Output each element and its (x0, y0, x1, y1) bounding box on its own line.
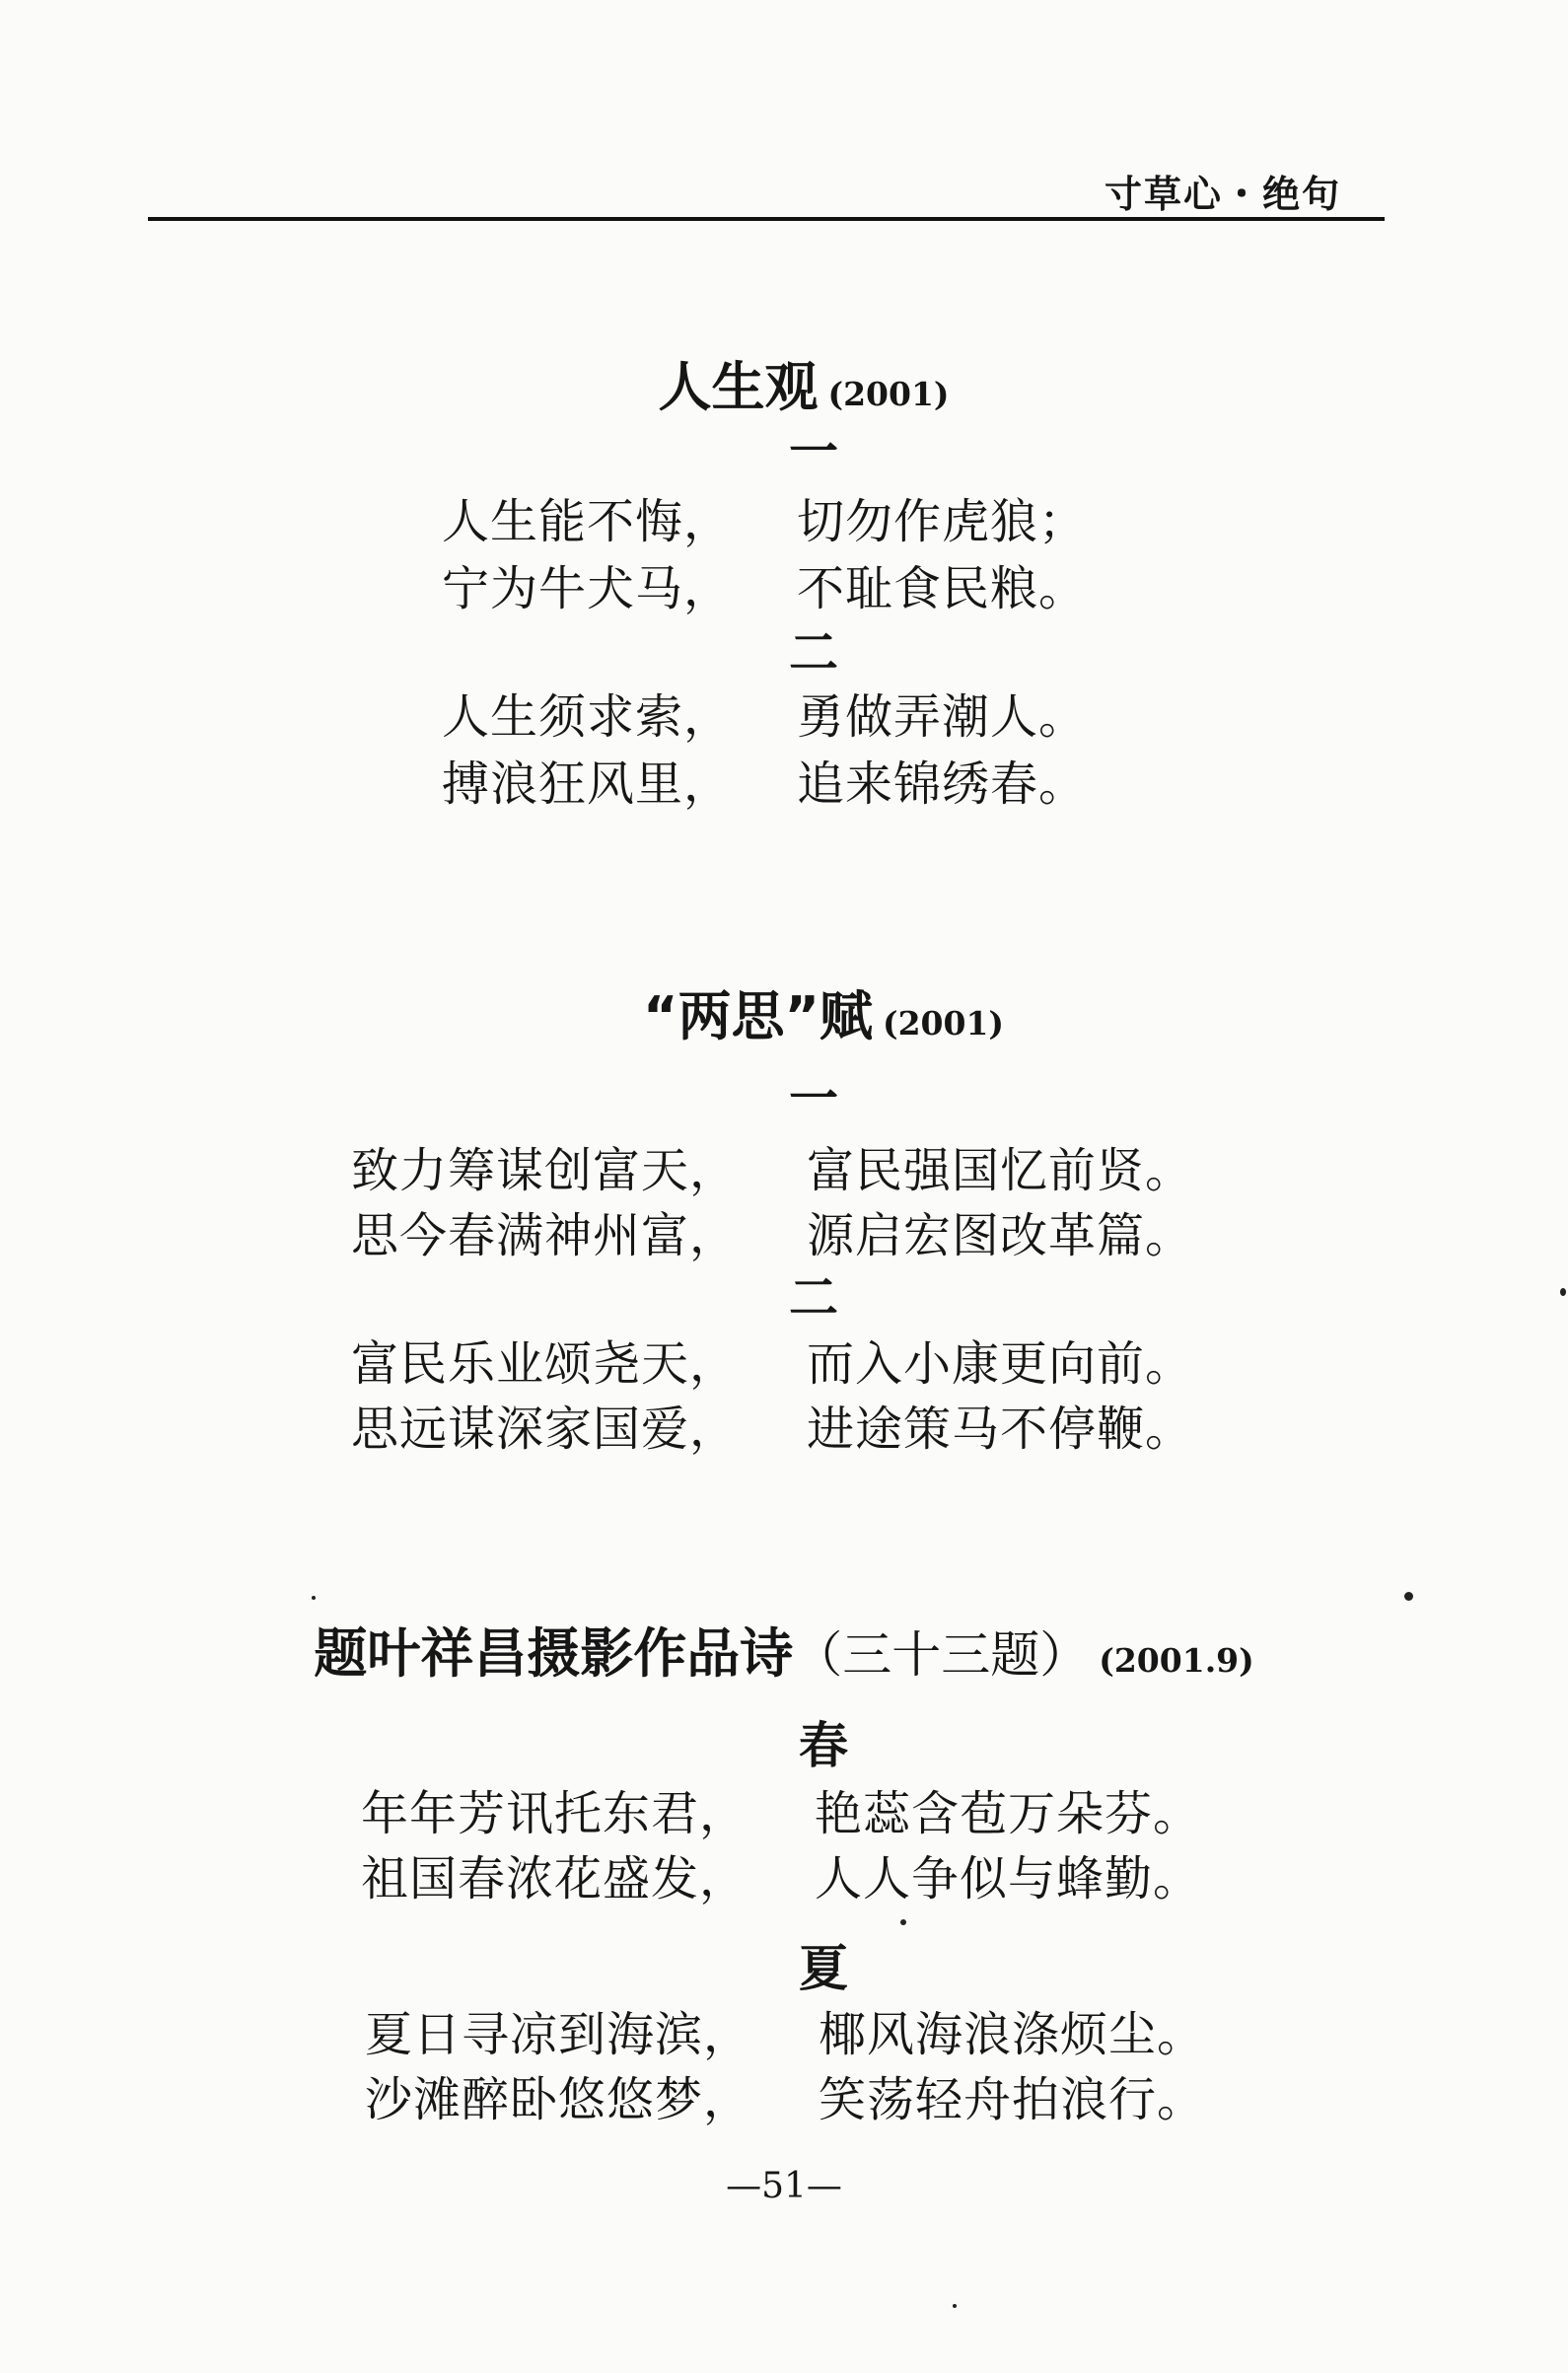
verse-line: 人生须求索， (442, 689, 733, 745)
poem-note: 三十三题 (842, 1626, 1040, 1684)
verse-line: 笑荡轻舟拍浪行。 (819, 2072, 1206, 2127)
running-header: 寸草心・绝句 (1104, 172, 1341, 216)
part-label: 一 (789, 1070, 838, 1127)
part-label: 二 (789, 624, 838, 682)
verse-line: 富民乐业颂尧天， (351, 1336, 739, 1392)
header-rule (148, 217, 1385, 221)
verse-line: 进途策马不停鞭。 (807, 1402, 1194, 1457)
verse-line: 夏日寻凉到海滨， (365, 2007, 752, 2062)
scan-speck (312, 1596, 316, 1600)
verse-line: 富民强国忆前贤。 (807, 1143, 1194, 1198)
verse-line: 勇做弄潮人。 (797, 689, 1088, 745)
part-label: 夏 (799, 1940, 848, 1997)
part-label: 二 (789, 1269, 838, 1327)
verse-line: 切勿作虎狼； (797, 494, 1088, 549)
verse-line: 不耻食民粮。 (797, 561, 1088, 616)
verse-line: 沙滩醉卧悠悠梦， (365, 2072, 752, 2127)
verse-line: 追来锦绣春。 (797, 756, 1088, 812)
verse-line: 思远谋深家国爱， (351, 1402, 739, 1457)
verse-line: 人生能不悔， (442, 494, 733, 549)
poem-title-text: “两思”赋 (642, 985, 873, 1047)
verse-line: 宁为牛犬马， (442, 561, 733, 616)
poem-year: (2001.9) (1099, 1641, 1254, 1680)
poem-note-close: ） (1039, 1626, 1090, 1684)
poem-title (0, 1612, 1568, 1688)
poem-title (0, 345, 1568, 421)
verse-line: 艳蕊含苞万朵芬。 (815, 1786, 1202, 1841)
verse-line: 祖国春浓花盛发， (361, 1851, 748, 1906)
part-label: 一 (789, 423, 838, 480)
scan-speck (1560, 1288, 1566, 1296)
verse-line: 思今春满神州富， (351, 1208, 739, 1263)
part-label: 春 (799, 1717, 848, 1774)
poem-title-text: 题叶祥昌摄影作品诗 (314, 1622, 794, 1685)
verse-line: 而入小康更向前。 (807, 1336, 1194, 1392)
page-number: —51— (726, 2166, 842, 2206)
scan-speck (953, 2304, 957, 2308)
poem-title-text: 人生观 (658, 356, 819, 418)
scan-speck (900, 1919, 906, 1925)
verse-line: 致力筹谋创富天， (351, 1143, 739, 1198)
verse-line: 椰风海浪涤烦尘。 (819, 2007, 1206, 2062)
poem-year: (2001) (882, 1004, 1005, 1043)
poem-title (0, 974, 1568, 1050)
scan-speck (1404, 1592, 1413, 1601)
verse-line: 年年芳讯托东君， (361, 1786, 748, 1841)
verse-line: 搏浪狂风里， (442, 756, 733, 812)
verse-line: 源启宏图改革篇。 (807, 1208, 1194, 1263)
poem-note-open: （ (793, 1626, 843, 1684)
verse-line: 人人争似与蜂勤。 (815, 1851, 1202, 1906)
poem-year: (2001) (827, 375, 950, 413)
